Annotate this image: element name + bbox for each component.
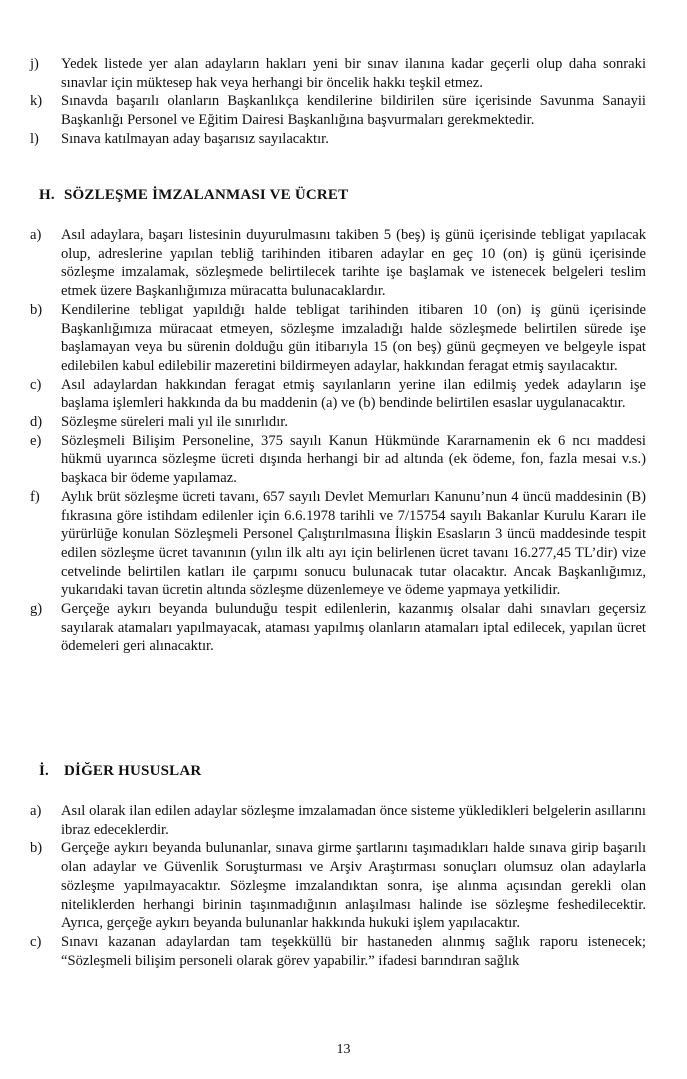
list-item-k [30, 92, 646, 129]
section-heading-h [39, 187, 348, 204]
list-item-b [30, 839, 646, 933]
list-item-j [30, 55, 646, 92]
list-item-g [30, 600, 646, 656]
list-item-f [30, 488, 646, 600]
item-text: Gerçeğe aykırı beyanda bulunanlar, sınava girme şartlarını taşımadıkları halde sınava girip başarılı olan adaylar ve Güvenlik Soruşturması ve Arşiv Araştırması sonuçları olumsuz olan adaylarla sözleşme yapılmayacaktır. Sözleşme imzalandıktan sonra, işe alınma açısından gerekli olan niteliklerden herhangi birinin taşınmadığının anlaşılması halinde ise sözleşme feshedilecektir. Ayrıca, gerçeğe aykırı beyanda bulunanlar hakkında hukuki işlem yapılacaktır. [61, 840, 646, 932]
item-text: Sınava katılmayan aday başarısız sayılacaktır. [61, 130, 329, 147]
section-marker: H. [39, 187, 55, 203]
item-text: Sınavda başarılı olanların Başkanlıkça kendilerine bildirilen süre içerisinde Savunma Sanayii Başkanlığı Personel ve Eğitim Dairesi Başkanlığına başvurmaları gerekmektedir. [61, 93, 646, 129]
item-marker: g) [30, 601, 43, 618]
item-text: Sınavı kazanan adaylardan tam teşekküllü bir hastaneden alınmış sağlık raporu istenecek; “Sözleşmeli bilişim personeli olarak görev yapabilir.” ifadesi barındıran sağlık [61, 933, 646, 969]
section-heading-i [39, 763, 201, 780]
item-marker: c) [30, 376, 42, 393]
item-marker: e) [30, 432, 42, 449]
item-text: Sözleşme süreleri mali yıl ile sınırlıdır. [61, 414, 288, 431]
item-marker: a) [30, 227, 42, 243]
item-marker: b) [30, 840, 43, 857]
list-item-c [30, 376, 646, 413]
item-marker: c) [30, 933, 42, 950]
item-text: Asıl adaylardan hakkından feragat etmiş sayılanların yerine ilan edilmiş yedek adayların işe başlama işlemleri hakkında da bu maddenin (a) ve (b) bendinde belirtilen esaslar uygulanacaktır. [61, 376, 646, 412]
item-text: Aylık brüt sözleşme ücreti tavanı, 657 sayılı Devlet Memurları Kanunu’nun 4 üncü maddesinin (B) fıkrasına göre istihdam edilenler için 6.6.1978 tarihli ve 7/15754 sayılı Bakanlar Kurulu Kararı ile yürürlüğe konulan Sözleşmeli Personel Çalıştırılmasına İlişkin Esasların 3 üncü maddesinde tespit edilen sözleşme ücret tavanının (yılın ilk altı ayı için belirlenen ücret tavanı 16.277,45 TL’dir) vize cetvelinde belirtilen katları ile çarpımı sonucu bulunacak tutar olacaktır. Ancak Başkanlığımız, yukarıdaki tavan ücretin altında sözleşme düzenlemeye ve ödeme yapmaya yetkilidir. [61, 488, 646, 599]
list-item-c [30, 933, 646, 970]
list-item-a [30, 226, 646, 301]
item-marker: a) [30, 803, 42, 819]
item-marker: f) [30, 488, 40, 505]
section-h-list [30, 226, 646, 656]
section-title: DİĞER HUSUSLAR [64, 763, 202, 779]
item-marker: k) [30, 93, 43, 110]
item-text: Yedek listede yer alan adayların hakları yeni bir sınav ilanına kadar geçerli olup daha sonraki sınavlar için müktesep hak veya herhangi bir öncelik hakkı teşkil etmez. [61, 56, 646, 91]
list-item-b [30, 301, 646, 376]
section-title: SÖZLEŞME İMZALANMASI VE ÜCRET [64, 187, 349, 203]
item-text: Asıl adaylara, başarı listesinin duyurulmasını takiben 5 (beş) iş günü içerisinde tebligat yapılacak olup, adreslerine yapılan tebliğ tarihinden itibaren adaylar en geç 10 (on) iş günü içerisinde sözleşme imzalamak, sözleşmede belirtilecek tarihte işe başlamak ve istenecek belgeleri teslim etmek üzere Başkanlığımıza müracatta bulunacaklardır. [61, 227, 646, 300]
section-i-list [30, 802, 646, 970]
item-marker: j) [30, 56, 39, 72]
list-item-l [30, 130, 646, 149]
item-marker: l) [30, 130, 39, 147]
page-number: 13 [336, 1042, 351, 1057]
item-marker: d) [30, 414, 43, 431]
item-text: Gerçeğe aykırı beyanda bulunduğu tespit edilenlerin, kazanmış olsalar dahi sınavları geçersiz sayılarak atamaları yapılmayacak, ataması yapılmış olanların atamaları iptal edilecek, yapılan ücret ödemeleri geri alınacaktır. [61, 601, 646, 655]
section-marker: İ. [39, 763, 49, 779]
item-text: Sözleşmeli Bilişim Personeline, 375 sayılı Kanun Hükmünde Kararnamenin ek 6 ncı maddesi hükmü uyarınca sözleşme ücreti dışında herhangi bir ad altında (ek ödeme, fon, fazla mesai v.s.) başkaca bir ödeme yapılamaz. [61, 432, 646, 487]
item-text: Asıl olarak ilan edilen adaylar sözleşme imzalamadan önce sisteme yükledikleri belgelerin asıllarını ibraz edeceklerdir. [61, 803, 646, 838]
item-marker: b) [30, 301, 43, 318]
list-item-e [30, 432, 646, 488]
item-text: Kendilerine tebligat yapıldığı halde tebligat tarihinden itibaren 10 (on) iş günü içerisinde Başkanlığımıza müracaat etmeyen, sözleşme imzaladığı halde sözleşmede belirtilen sürede işe başlamayan veya bu sürenin dolduğu gün itibarıyla 15 (on beş) günü geçmeyen ve belgeyle ispat edilebilen kabul edilebilir mazeretini bildirmeyen adaylar, hakkından feragat etmiş sayılacaktır. [61, 301, 646, 374]
top-list [30, 55, 646, 149]
list-item-d [30, 413, 646, 432]
list-item-a [30, 802, 646, 839]
